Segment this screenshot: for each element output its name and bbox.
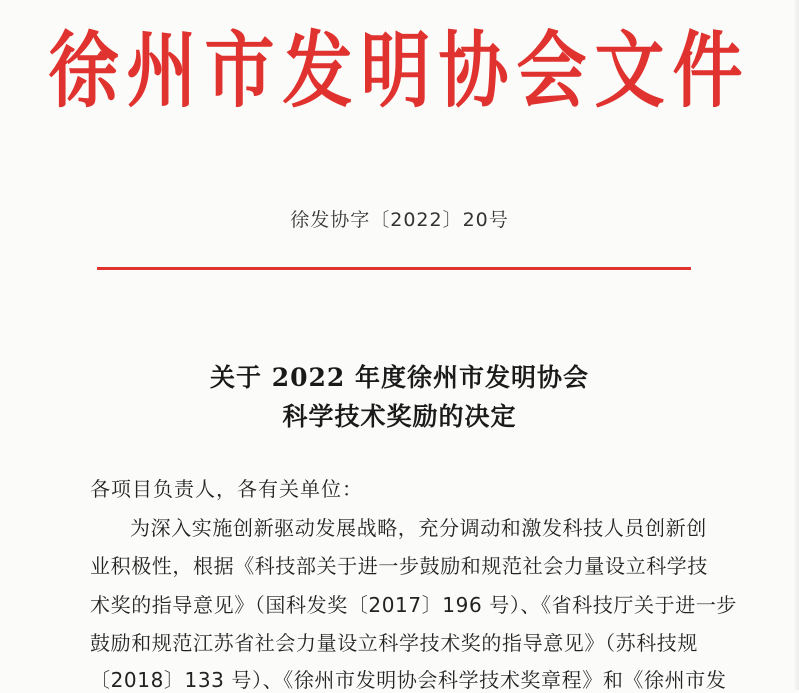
document-title-line-2: 科学技术奖励的决定 [282, 402, 517, 431]
body-line: 鼓励和规范江苏省社会力量设立科学技术奖的指导意见》（苏科技规 [90, 631, 698, 655]
body-line: 〔2018〕133 号）、《徐州市发明协会科学技术奖章程》和《徐州市发 [90, 668, 727, 692]
masthead-title: 徐州市发明协会文件 [48, 21, 751, 120]
red-divider-line [97, 267, 691, 270]
body-line: 业积极性，根据《科技部关于进一步鼓励和规范社会力量设立科学技 [90, 554, 708, 578]
body-line: 术奖的指导意见》（国科发奖〔2017〕196 号）、《省科技厅关于进一步 [90, 593, 738, 617]
document-title-line-1: 关于 2022 年度徐州市发明协会 [210, 363, 589, 392]
body-line: 为深入实施创新驱动发展战略，充分调动和激发科技人员创新创 [130, 516, 707, 540]
document-number: 徐发协字〔2022〕20号 [290, 209, 509, 231]
salutation: 各项目负责人，各有关单位： [90, 477, 363, 501]
page-edge-shadow [793, 0, 799, 690]
